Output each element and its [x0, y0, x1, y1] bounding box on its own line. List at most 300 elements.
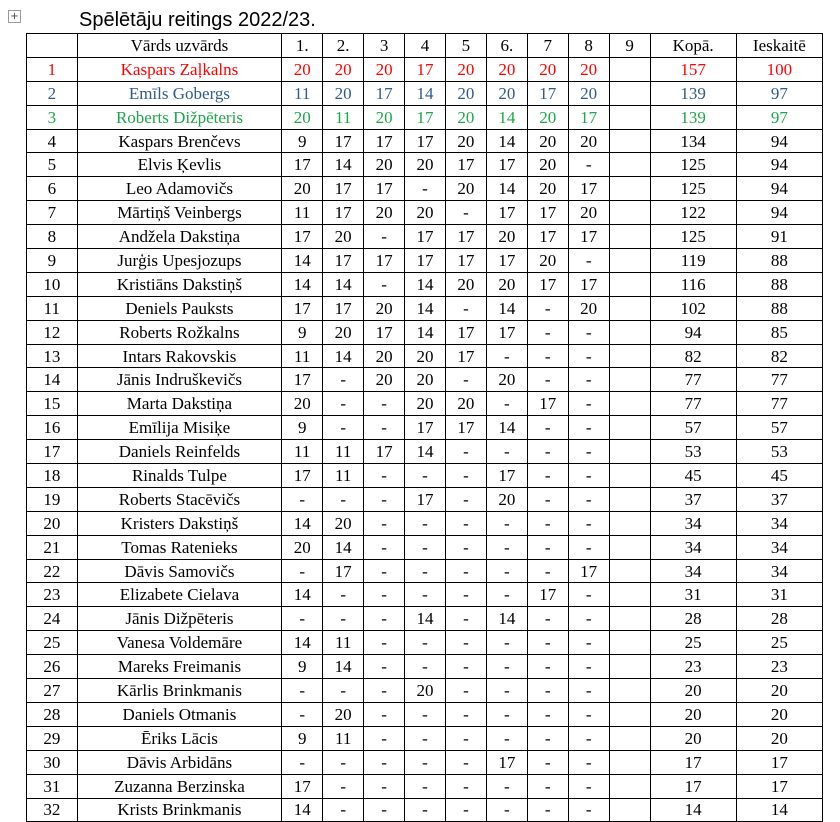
- cell-rank[interactable]: 18: [27, 464, 78, 488]
- cell-round-7[interactable]: -: [527, 368, 568, 392]
- cell-round-8[interactable]: 17: [568, 177, 609, 201]
- cell-round-1[interactable]: 11: [282, 81, 323, 105]
- cell-rank[interactable]: 27: [27, 679, 78, 703]
- cell-rank[interactable]: 31: [27, 774, 78, 798]
- cell-total[interactable]: 20: [650, 702, 736, 726]
- cell-round-4[interactable]: 17: [405, 129, 446, 153]
- cell-name[interactable]: Elizabete Cielava: [77, 583, 282, 607]
- cell-round-7[interactable]: 17: [527, 272, 568, 296]
- cell-round-4[interactable]: -: [405, 511, 446, 535]
- cell-round-3[interactable]: -: [364, 535, 405, 559]
- cell-round-9[interactable]: [609, 559, 650, 583]
- cell-round-8[interactable]: -: [568, 153, 609, 177]
- cell-round-4[interactable]: 20: [405, 392, 446, 416]
- cell-total[interactable]: 45: [650, 464, 736, 488]
- cell-round-9[interactable]: [609, 702, 650, 726]
- cell-rank[interactable]: 16: [27, 416, 78, 440]
- cell-round-8[interactable]: -: [568, 583, 609, 607]
- cell-rank[interactable]: 15: [27, 392, 78, 416]
- cell-round-4[interactable]: -: [405, 702, 446, 726]
- cell-round-4[interactable]: -: [405, 655, 446, 679]
- cell-name[interactable]: Daniels Reinfelds: [77, 440, 282, 464]
- cell-total[interactable]: 37: [650, 487, 736, 511]
- cell-round-1[interactable]: 14: [282, 511, 323, 535]
- cell-round-4[interactable]: -: [405, 583, 446, 607]
- cell-total[interactable]: 28: [650, 607, 736, 631]
- cell-round-7[interactable]: -: [527, 464, 568, 488]
- cell-round-4[interactable]: 14: [405, 272, 446, 296]
- cell-score[interactable]: 23: [736, 655, 822, 679]
- cell-round-3[interactable]: -: [364, 225, 405, 249]
- cell-round-3[interactable]: 20: [364, 57, 405, 81]
- cell-round-2[interactable]: 20: [323, 320, 364, 344]
- cell-score[interactable]: 85: [736, 320, 822, 344]
- cell-round-9[interactable]: [609, 296, 650, 320]
- cell-round-3[interactable]: 17: [364, 320, 405, 344]
- cell-name[interactable]: Dāvis Samovičs: [77, 559, 282, 583]
- cell-round-9[interactable]: [609, 320, 650, 344]
- cell-round-6[interactable]: -: [486, 726, 527, 750]
- cell-round-6[interactable]: -: [486, 702, 527, 726]
- cell-round-2[interactable]: -: [323, 774, 364, 798]
- cell-score[interactable]: 94: [736, 201, 822, 225]
- cell-round-9[interactable]: [609, 440, 650, 464]
- cell-round-1[interactable]: 9: [282, 655, 323, 679]
- cell-round-2[interactable]: 14: [323, 153, 364, 177]
- cell-name[interactable]: Rinalds Tulpe: [77, 464, 282, 488]
- cell-round-8[interactable]: -: [568, 679, 609, 703]
- cell-rank[interactable]: 30: [27, 750, 78, 774]
- cell-round-2[interactable]: 11: [323, 105, 364, 129]
- cell-round-4[interactable]: 20: [405, 153, 446, 177]
- cell-round-2[interactable]: -: [323, 583, 364, 607]
- cell-round-3[interactable]: 17: [364, 440, 405, 464]
- cell-round-8[interactable]: -: [568, 487, 609, 511]
- cell-round-5[interactable]: -: [445, 559, 486, 583]
- cell-round-9[interactable]: [609, 631, 650, 655]
- cell-total[interactable]: 157: [650, 57, 736, 81]
- cell-rank[interactable]: 3: [27, 105, 78, 129]
- cell-score[interactable]: 20: [736, 726, 822, 750]
- cell-round-8[interactable]: -: [568, 344, 609, 368]
- cell-name[interactable]: Kristers Dakstiņš: [77, 511, 282, 535]
- cell-total[interactable]: 31: [650, 583, 736, 607]
- cell-name[interactable]: Roberts Rožkalns: [77, 320, 282, 344]
- cell-round-6[interactable]: 17: [486, 153, 527, 177]
- cell-round-3[interactable]: -: [364, 607, 405, 631]
- cell-round-1[interactable]: 9: [282, 416, 323, 440]
- cell-round-7[interactable]: 20: [527, 177, 568, 201]
- cell-round-8[interactable]: -: [568, 511, 609, 535]
- cell-round-4[interactable]: -: [405, 631, 446, 655]
- cell-round-6[interactable]: 17: [486, 750, 527, 774]
- cell-round-4[interactable]: 20: [405, 344, 446, 368]
- cell-round-1[interactable]: 17: [282, 296, 323, 320]
- cell-score[interactable]: 17: [736, 750, 822, 774]
- cell-score[interactable]: 34: [736, 511, 822, 535]
- cell-round-6[interactable]: 20: [486, 272, 527, 296]
- cell-score[interactable]: 20: [736, 679, 822, 703]
- cell-round-8[interactable]: -: [568, 535, 609, 559]
- cell-score[interactable]: 97: [736, 81, 822, 105]
- cell-total[interactable]: 134: [650, 129, 736, 153]
- cell-round-9[interactable]: [609, 774, 650, 798]
- cell-round-9[interactable]: [609, 607, 650, 631]
- cell-score[interactable]: 82: [736, 344, 822, 368]
- cell-round-6[interactable]: -: [486, 559, 527, 583]
- cell-round-6[interactable]: 14: [486, 177, 527, 201]
- cell-round-6[interactable]: 17: [486, 320, 527, 344]
- cell-round-3[interactable]: -: [364, 655, 405, 679]
- cell-round-8[interactable]: -: [568, 750, 609, 774]
- cell-round-2[interactable]: -: [323, 750, 364, 774]
- cell-round-3[interactable]: 20: [364, 153, 405, 177]
- cell-round-2[interactable]: 11: [323, 464, 364, 488]
- cell-rank[interactable]: 13: [27, 344, 78, 368]
- cell-total[interactable]: 14: [650, 798, 736, 822]
- cell-round-4[interactable]: 14: [405, 320, 446, 344]
- cell-round-6[interactable]: 14: [486, 607, 527, 631]
- cell-round-9[interactable]: [609, 798, 650, 822]
- cell-round-2[interactable]: -: [323, 392, 364, 416]
- cell-round-8[interactable]: -: [568, 655, 609, 679]
- cell-round-9[interactable]: [609, 726, 650, 750]
- cell-round-6[interactable]: -: [486, 774, 527, 798]
- cell-total[interactable]: 20: [650, 679, 736, 703]
- cell-total[interactable]: 82: [650, 344, 736, 368]
- cell-round-5[interactable]: -: [445, 201, 486, 225]
- cell-round-2[interactable]: 17: [323, 177, 364, 201]
- cell-round-5[interactable]: 17: [445, 153, 486, 177]
- cell-round-7[interactable]: 20: [527, 249, 568, 273]
- cell-round-9[interactable]: [609, 344, 650, 368]
- cell-round-4[interactable]: 17: [405, 249, 446, 273]
- cell-score[interactable]: 34: [736, 559, 822, 583]
- cell-rank[interactable]: 9: [27, 249, 78, 273]
- cell-round-1[interactable]: 17: [282, 464, 323, 488]
- cell-rank[interactable]: 7: [27, 201, 78, 225]
- cell-round-3[interactable]: 20: [364, 105, 405, 129]
- cell-round-3[interactable]: -: [364, 798, 405, 822]
- cell-score[interactable]: 91: [736, 225, 822, 249]
- cell-round-5[interactable]: -: [445, 440, 486, 464]
- cell-name[interactable]: Vanesa Voldemāre: [77, 631, 282, 655]
- cell-round-5[interactable]: -: [445, 296, 486, 320]
- cell-round-7[interactable]: -: [527, 750, 568, 774]
- cell-round-9[interactable]: [609, 225, 650, 249]
- cell-round-5[interactable]: -: [445, 464, 486, 488]
- cell-score[interactable]: 100: [736, 57, 822, 81]
- cell-score[interactable]: 17: [736, 774, 822, 798]
- cell-rank[interactable]: 6: [27, 177, 78, 201]
- cell-round-5[interactable]: -: [445, 487, 486, 511]
- cell-rank[interactable]: 23: [27, 583, 78, 607]
- cell-round-5[interactable]: -: [445, 750, 486, 774]
- cell-score[interactable]: 25: [736, 631, 822, 655]
- cell-score[interactable]: 20: [736, 702, 822, 726]
- cell-total[interactable]: 139: [650, 81, 736, 105]
- cell-total[interactable]: 57: [650, 416, 736, 440]
- cell-round-1[interactable]: 17: [282, 774, 323, 798]
- cell-total[interactable]: 17: [650, 774, 736, 798]
- cell-round-8[interactable]: 17: [568, 272, 609, 296]
- cell-round-5[interactable]: -: [445, 535, 486, 559]
- cell-round-5[interactable]: 17: [445, 416, 486, 440]
- cell-round-4[interactable]: -: [405, 464, 446, 488]
- cell-total[interactable]: 139: [650, 105, 736, 129]
- cell-round-6[interactable]: 20: [486, 487, 527, 511]
- cell-round-4[interactable]: 14: [405, 607, 446, 631]
- cell-round-8[interactable]: -: [568, 631, 609, 655]
- cell-total[interactable]: 77: [650, 392, 736, 416]
- cell-rank[interactable]: 10: [27, 272, 78, 296]
- cell-round-5[interactable]: -: [445, 774, 486, 798]
- cell-round-8[interactable]: -: [568, 368, 609, 392]
- cell-round-3[interactable]: 20: [364, 344, 405, 368]
- cell-total[interactable]: 34: [650, 559, 736, 583]
- cell-rank[interactable]: 26: [27, 655, 78, 679]
- cell-round-6[interactable]: -: [486, 679, 527, 703]
- cell-round-9[interactable]: [609, 177, 650, 201]
- cell-round-6[interactable]: -: [486, 655, 527, 679]
- cell-round-2[interactable]: 17: [323, 249, 364, 273]
- cell-round-9[interactable]: [609, 249, 650, 273]
- cell-round-4[interactable]: 14: [405, 440, 446, 464]
- cell-round-1[interactable]: 14: [282, 249, 323, 273]
- cell-round-8[interactable]: -: [568, 392, 609, 416]
- cell-score[interactable]: 45: [736, 464, 822, 488]
- cell-round-2[interactable]: -: [323, 487, 364, 511]
- cell-total[interactable]: 34: [650, 535, 736, 559]
- cell-round-7[interactable]: -: [527, 655, 568, 679]
- cell-round-5[interactable]: 20: [445, 81, 486, 105]
- cell-round-1[interactable]: 14: [282, 272, 323, 296]
- cell-total[interactable]: 53: [650, 440, 736, 464]
- cell-round-3[interactable]: 17: [364, 129, 405, 153]
- cell-round-1[interactable]: 17: [282, 153, 323, 177]
- cell-total[interactable]: 94: [650, 320, 736, 344]
- cell-round-2[interactable]: -: [323, 798, 364, 822]
- cell-round-6[interactable]: 17: [486, 464, 527, 488]
- cell-rank[interactable]: 28: [27, 702, 78, 726]
- cell-round-5[interactable]: -: [445, 726, 486, 750]
- cell-round-6[interactable]: 20: [486, 225, 527, 249]
- cell-round-9[interactable]: [609, 535, 650, 559]
- cell-total[interactable]: 125: [650, 153, 736, 177]
- cell-name[interactable]: Emīlija Misiķe: [77, 416, 282, 440]
- cell-round-3[interactable]: -: [364, 511, 405, 535]
- cell-round-8[interactable]: -: [568, 798, 609, 822]
- cell-round-3[interactable]: -: [364, 487, 405, 511]
- cell-round-9[interactable]: [609, 679, 650, 703]
- cell-round-2[interactable]: 17: [323, 201, 364, 225]
- cell-round-7[interactable]: 17: [527, 201, 568, 225]
- cell-round-3[interactable]: 20: [364, 296, 405, 320]
- cell-round-7[interactable]: 17: [527, 225, 568, 249]
- cell-rank[interactable]: 32: [27, 798, 78, 822]
- cell-round-8[interactable]: 17: [568, 559, 609, 583]
- cell-name[interactable]: Leo Adamovičs: [77, 177, 282, 201]
- cell-round-5[interactable]: 17: [445, 249, 486, 273]
- cell-rank[interactable]: 12: [27, 320, 78, 344]
- cell-round-1[interactable]: -: [282, 487, 323, 511]
- cell-total[interactable]: 125: [650, 177, 736, 201]
- cell-score[interactable]: 97: [736, 105, 822, 129]
- cell-name[interactable]: Kristiāns Dakstiņš: [77, 272, 282, 296]
- cell-round-8[interactable]: 20: [568, 296, 609, 320]
- cell-round-1[interactable]: 11: [282, 201, 323, 225]
- cell-round-6[interactable]: -: [486, 631, 527, 655]
- cell-round-2[interactable]: 11: [323, 440, 364, 464]
- cell-name[interactable]: Mareks Freimanis: [77, 655, 282, 679]
- cell-name[interactable]: Daniels Otmanis: [77, 702, 282, 726]
- cell-round-8[interactable]: 17: [568, 105, 609, 129]
- cell-rank[interactable]: 21: [27, 535, 78, 559]
- cell-round-9[interactable]: [609, 655, 650, 679]
- cell-name[interactable]: Kaspars Zaļkalns: [77, 57, 282, 81]
- cell-total[interactable]: 34: [650, 511, 736, 535]
- cell-round-3[interactable]: -: [364, 750, 405, 774]
- table-move-handle-icon[interactable]: +: [8, 10, 21, 23]
- cell-total[interactable]: 77: [650, 368, 736, 392]
- cell-round-8[interactable]: -: [568, 440, 609, 464]
- cell-score[interactable]: 34: [736, 535, 822, 559]
- cell-round-5[interactable]: 20: [445, 392, 486, 416]
- cell-round-8[interactable]: 20: [568, 129, 609, 153]
- cell-round-5[interactable]: -: [445, 631, 486, 655]
- cell-round-1[interactable]: 11: [282, 344, 323, 368]
- cell-round-3[interactable]: -: [364, 774, 405, 798]
- cell-round-4[interactable]: -: [405, 726, 446, 750]
- cell-round-2[interactable]: 14: [323, 344, 364, 368]
- cell-round-7[interactable]: -: [527, 535, 568, 559]
- cell-name[interactable]: Elvis Ķevlis: [77, 153, 282, 177]
- cell-score[interactable]: 94: [736, 153, 822, 177]
- cell-round-7[interactable]: -: [527, 487, 568, 511]
- cell-name[interactable]: Intars Rakovskis: [77, 344, 282, 368]
- cell-rank[interactable]: 11: [27, 296, 78, 320]
- cell-round-1[interactable]: -: [282, 559, 323, 583]
- cell-round-9[interactable]: [609, 201, 650, 225]
- cell-round-1[interactable]: 20: [282, 535, 323, 559]
- cell-rank[interactable]: 14: [27, 368, 78, 392]
- cell-rank[interactable]: 19: [27, 487, 78, 511]
- cell-round-7[interactable]: -: [527, 320, 568, 344]
- cell-round-1[interactable]: -: [282, 750, 323, 774]
- cell-round-3[interactable]: 20: [364, 201, 405, 225]
- cell-round-4[interactable]: 14: [405, 296, 446, 320]
- cell-round-3[interactable]: 17: [364, 177, 405, 201]
- cell-score[interactable]: 77: [736, 368, 822, 392]
- cell-round-2[interactable]: 20: [323, 702, 364, 726]
- cell-round-9[interactable]: [609, 129, 650, 153]
- cell-round-2[interactable]: 14: [323, 535, 364, 559]
- cell-score[interactable]: 88: [736, 296, 822, 320]
- cell-round-4[interactable]: -: [405, 750, 446, 774]
- cell-round-7[interactable]: 17: [527, 392, 568, 416]
- cell-round-6[interactable]: 14: [486, 105, 527, 129]
- cell-rank[interactable]: 24: [27, 607, 78, 631]
- cell-score[interactable]: 53: [736, 440, 822, 464]
- cell-round-5[interactable]: 17: [445, 225, 486, 249]
- cell-round-9[interactable]: [609, 583, 650, 607]
- cell-name[interactable]: Mārtiņš Veinbergs: [77, 201, 282, 225]
- cell-round-6[interactable]: -: [486, 583, 527, 607]
- cell-round-5[interactable]: 20: [445, 177, 486, 201]
- cell-round-9[interactable]: [609, 392, 650, 416]
- cell-round-1[interactable]: 14: [282, 798, 323, 822]
- cell-score[interactable]: 28: [736, 607, 822, 631]
- cell-total[interactable]: 125: [650, 225, 736, 249]
- cell-round-4[interactable]: -: [405, 774, 446, 798]
- cell-round-2[interactable]: -: [323, 416, 364, 440]
- cell-round-3[interactable]: 17: [364, 249, 405, 273]
- cell-round-9[interactable]: [609, 750, 650, 774]
- cell-round-5[interactable]: -: [445, 679, 486, 703]
- cell-round-2[interactable]: 20: [323, 225, 364, 249]
- cell-round-5[interactable]: 20: [445, 129, 486, 153]
- cell-round-7[interactable]: 20: [527, 57, 568, 81]
- cell-round-7[interactable]: -: [527, 607, 568, 631]
- cell-round-8[interactable]: -: [568, 774, 609, 798]
- cell-round-5[interactable]: 20: [445, 272, 486, 296]
- cell-total[interactable]: 122: [650, 201, 736, 225]
- cell-round-2[interactable]: 11: [323, 726, 364, 750]
- cell-round-7[interactable]: -: [527, 679, 568, 703]
- cell-rank[interactable]: 5: [27, 153, 78, 177]
- cell-round-2[interactable]: 11: [323, 631, 364, 655]
- cell-score[interactable]: 88: [736, 272, 822, 296]
- cell-round-6[interactable]: 17: [486, 201, 527, 225]
- cell-total[interactable]: 102: [650, 296, 736, 320]
- cell-name[interactable]: Emīls Gobergs: [77, 81, 282, 105]
- cell-round-9[interactable]: [609, 81, 650, 105]
- cell-name[interactable]: Deniels Pauksts: [77, 296, 282, 320]
- cell-round-4[interactable]: 20: [405, 201, 446, 225]
- cell-score[interactable]: 94: [736, 177, 822, 201]
- cell-round-1[interactable]: 11: [282, 440, 323, 464]
- cell-round-5[interactable]: 17: [445, 320, 486, 344]
- cell-round-1[interactable]: -: [282, 607, 323, 631]
- cell-total[interactable]: 20: [650, 726, 736, 750]
- cell-round-9[interactable]: [609, 464, 650, 488]
- cell-round-3[interactable]: -: [364, 679, 405, 703]
- cell-round-9[interactable]: [609, 368, 650, 392]
- cell-round-6[interactable]: 14: [486, 296, 527, 320]
- cell-round-7[interactable]: -: [527, 416, 568, 440]
- cell-round-9[interactable]: [609, 416, 650, 440]
- cell-round-3[interactable]: -: [364, 702, 405, 726]
- cell-round-6[interactable]: -: [486, 511, 527, 535]
- cell-round-5[interactable]: 17: [445, 344, 486, 368]
- cell-round-2[interactable]: -: [323, 607, 364, 631]
- cell-round-9[interactable]: [609, 487, 650, 511]
- cell-round-8[interactable]: -: [568, 702, 609, 726]
- cell-round-2[interactable]: 17: [323, 559, 364, 583]
- cell-round-7[interactable]: -: [527, 440, 568, 464]
- cell-name[interactable]: Roberts Dižpēteris: [77, 105, 282, 129]
- cell-score[interactable]: 88: [736, 249, 822, 273]
- cell-round-6[interactable]: -: [486, 440, 527, 464]
- cell-round-4[interactable]: 17: [405, 57, 446, 81]
- cell-round-5[interactable]: -: [445, 607, 486, 631]
- cell-round-8[interactable]: 20: [568, 57, 609, 81]
- cell-name[interactable]: Roberts Stacēvičs: [77, 487, 282, 511]
- cell-round-8[interactable]: -: [568, 607, 609, 631]
- cell-rank[interactable]: 22: [27, 559, 78, 583]
- cell-round-3[interactable]: -: [364, 726, 405, 750]
- cell-round-2[interactable]: 20: [323, 511, 364, 535]
